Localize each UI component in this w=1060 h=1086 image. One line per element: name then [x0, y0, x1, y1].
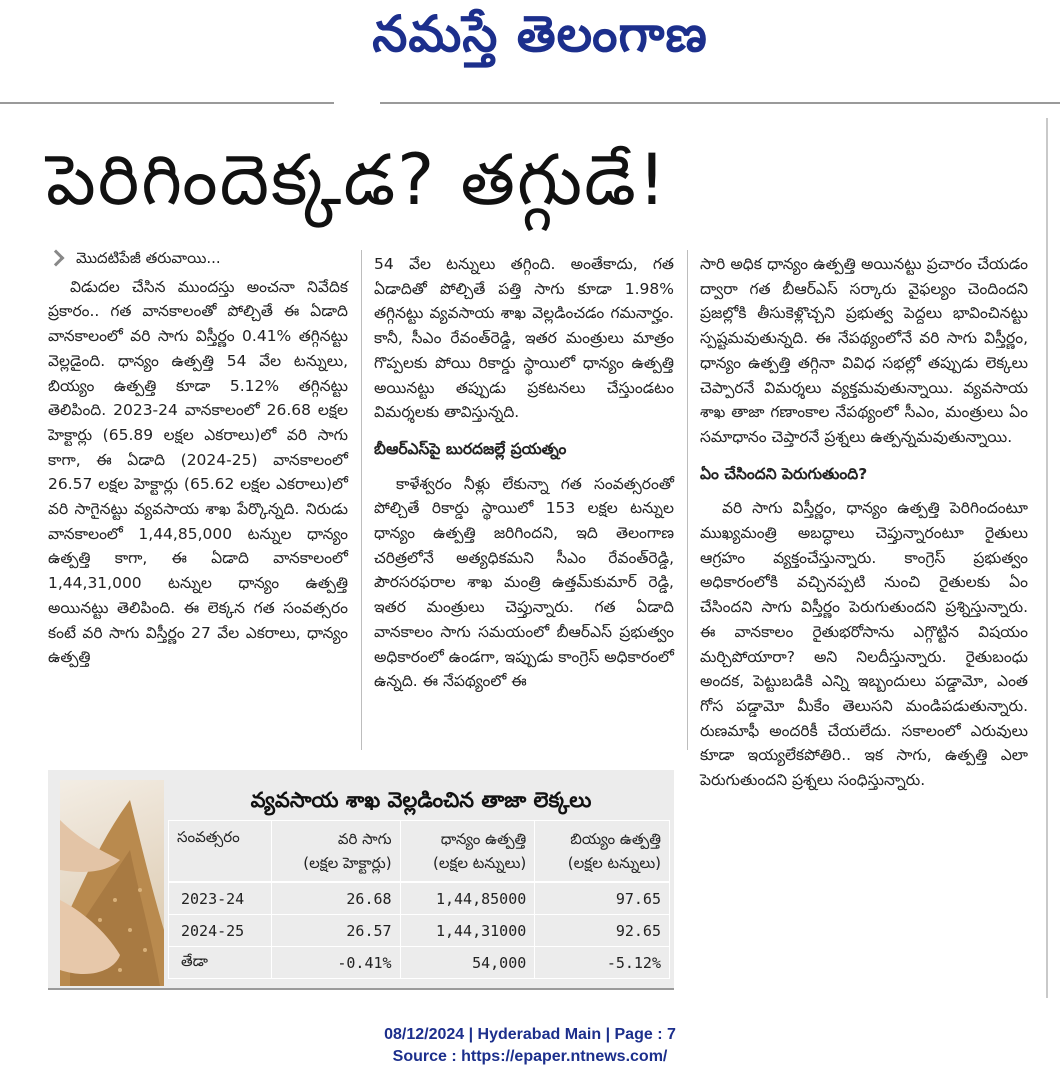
table-row	[169, 947, 670, 979]
article-column-1	[48, 246, 348, 670]
stats-title: వ్యవసాయ శాఖ వెల్లడించిన తాజా లెక్కలు	[250, 788, 592, 812]
article-column-2	[374, 252, 674, 694]
masthead	[0, 0, 1060, 80]
chevron-right-icon	[48, 250, 65, 267]
table-cell: 1,44,31000	[400, 915, 535, 947]
continuation-marker	[48, 246, 348, 271]
adjacent-page-edge	[1046, 118, 1048, 998]
table-cell: -5.12%	[535, 947, 670, 979]
table-cell: 26.68	[271, 882, 400, 915]
paragraph: 54 వేల టన్నులు తగ్గింది. అంతేకాదు, గత ఏడాదితో పోల్చితే పత్తి సాగు కూడా 1.98% తగ్గినట్టు వ్యవసాయ శాఖ వెల్లడించడం గమనార్హం. కానీ, సీఎం రేవంత్‌రెడ్డి, ఇతర మంత్రులు మాత్రం గొప్పలకు పోయి రికార్డు స్థాయిలో ధాన్యం ఉత్పత్తి అయినట్టు తప్పుడు ప్రకటనలు చేస్తుండటం విమర్శలకు తావిస్తున్నది.	[374, 255, 674, 422]
table-cell: 2024-25	[169, 915, 272, 947]
table-row	[169, 882, 670, 915]
page-footer	[0, 1024, 1060, 1068]
table-cell: 92.65	[535, 915, 670, 947]
source-link[interactable]: Source : https://epaper.ntnews.com/	[392, 1048, 668, 1065]
table-header-rice-output: బియ్యం ఉత్పత్తి (లక్షల టన్నులు)	[535, 821, 670, 883]
table-cell: 1,44,85000	[400, 882, 535, 915]
article-column-3	[700, 252, 1028, 793]
edition-info: 08/12/2024 | Hyderabad Main | Page : 7	[384, 1026, 676, 1043]
stats-table	[168, 820, 670, 979]
paragraph: విడుదల చేసిన ముందస్తు అంచనా నివేదిక ప్రకారం.. గత వానకాలంతో పోల్చితే ఈ ఏడాది వానకాలంలో వరి సాగు విస్తీర్ణం 0.41% తగ్గినట్టు వెల్లడైంది. ధాన్యం ఉత్పత్తి 54 వేల టన్నులు, బియ్యం ఉత్పత్తి కూడా 5.12% తగ్గినట్టు తెలిపింది. 2023-24 వానకాలంలో 26.68 లక్షల హెక్టార్లు (65.89 లక్షల ఎకరాలు)లో వరి సాగు కాగా, ఈ ఏడాది (2024-25) వానకాలంలో 26.57 లక్షల హెక్టార్లు (65.62 లక్షల ఎకరాలు)లో వరి సాగైనట్టు వ్యవసాయ శాఖ పేర్కొన్నది. నిరుడు వానకాలంలో 1,44,85,000 టన్నుల ధాన్యం ఉత్పత్తి కాగా, ఈ ఏడాది వానకాలంలో 1,44,31,000 టన్నుల ధాన్యం ఉత్పత్తి అయినట్టు తెలిపింది. ఈ లెక్కన గత సంవత్సరం కంటే వరి సాగు విస్తీర్ణం 27 వేల ఎకరాలు, ధాన్యం ఉత్పత్తి	[48, 277, 348, 667]
table-cell: -0.41%	[271, 947, 400, 979]
newspaper-logo: నమస్తే తెలంగాణ	[372, 4, 708, 63]
article-headline: పెరిగిందెక్కడ? తగ్గుడే!	[46, 139, 668, 221]
masthead-rule-right	[380, 102, 1060, 104]
masthead-rule-left	[0, 102, 334, 104]
stats-box	[48, 770, 674, 990]
table-cell: 54,000	[400, 947, 535, 979]
table-header-paddy-area: వరి సాగు (లక్షల హెక్టార్లు)	[271, 821, 400, 883]
subheading: బీఆర్ఎస్‌పై బురదజల్లే ప్రయత్నం	[374, 439, 567, 458]
paragraph: సారి అధిక ధాన్యం ఉత్పత్తి అయినట్టు ప్రచారం చేయడం ద్వారా గత బీఆర్ఎస్ సర్కారు వైఫల్యం చెందిందని ప్రజల్లోకి తీసుకెళ్లొచ్చని ప్రభుత్వ పెద్దలు భావించినట్టు స్పష్టమవుతున్నది. ఈ నేపథ్యంలోనే వరి సాగు విస్తీర్ణం, ధాన్యం ఉత్పత్తి తగ్గినా వివిధ సభల్లో తప్పుడు లెక్కలు చెప్పారనే విమర్శలు వ్యక్తమవుతున్నాయి. వ్యవసాయ శాఖ తాజా గణాంకాల నేపథ్యంలో సీఎం, మంత్రులు ఏం సమాధానం చెప్తారనే ప్రశ్నలు ఉత్పన్నమవుతున్నాయి.	[700, 255, 1028, 446]
table-cell: 97.65	[535, 882, 670, 915]
table-header-grain-output: ధాన్యం ఉత్పత్తి (లక్షల టన్నులు)	[400, 821, 535, 883]
rice-grain-photo	[60, 780, 164, 986]
column-divider	[361, 250, 362, 750]
table-cell: 26.57	[271, 915, 400, 947]
column-divider	[687, 250, 688, 750]
table-cell: తేడా	[169, 947, 272, 979]
table-cell: 2023-24	[169, 882, 272, 915]
paragraph: కాళేశ్వరం నీళ్లు లేకున్నా గత సంవత్సరంతో పోల్చితే రికార్డు స్థాయిలో 153 లక్షల టన్నుల ధాన్యం ఉత్పత్తి జరిగిందని, ఇది తెలంగాణ చరిత్రలోనే అత్యధికమని సీఎం రేవంత్‌రెడ్డి, పౌరసరఫరాల శాఖ మంత్రి ఉత్తమ్‌కుమార్ రెడ్డి, ఇతర మంత్రులు చెప్తున్నారు. గత ఏడాది వానకాలం సాగు సమయంలో బీఆర్ఎస్ ప్రభుత్వం అధికారంలో ఉండగా, ఇప్పుడు కాంగ్రెస్ అధికారంలో ఉన్నది. ఈ నేపథ్యంలో ఈ	[374, 474, 674, 691]
subheading: ఏం చేసిందని పెరుగుతుంది?	[700, 464, 868, 483]
table-header-year: సంవత్సరం	[169, 821, 272, 883]
continuation-label: మొదటిపేజీ తరువాయి...	[76, 249, 221, 267]
paragraph: వరి సాగు విస్తీర్ణం, ధాన్యం ఉత్పత్తి పెరిగిందంటూ ముఖ్యమంత్రి అబద్ధాలు చెప్తున్నారంటూ రైతులు ఆగ్రహం వ్యక్తంచేస్తున్నారు. కాంగ్రెస్ ప్రభుత్వం అధికారంలోకి వచ్చినప్పటి నుంచి రైతులకు ఏం చేసిందని సాగు విస్తీర్ణం పెరుగుతుందని ప్రశ్నిస్తున్నారు. ఈ వానకాలం రైతుభరోసాను ఎగ్గొట్టిన విషయం మర్చిపోయారా? అని నిలదీస్తున్నారు. రైతుబంధు అందక, పెట్టుబడికి ఎన్ని ఇబ్బందులు పడ్డామో, ఎంత గోస పడ్డామో మీకేం తెలుసని మండిపడుతున్నారు. రుణమాఫీ అందరికీ చేయలేదు. సకాలంలో ఎరువులు కూడా ఇయ్యలేకపోతిరి.. ఇక సాగు, ఉత్పత్తి ఎలా పెరుగుతుందని ప్రశ్నలు సంధిస్తున్నారు.	[700, 499, 1028, 790]
table-row	[169, 915, 670, 947]
table-header-row	[169, 821, 670, 883]
